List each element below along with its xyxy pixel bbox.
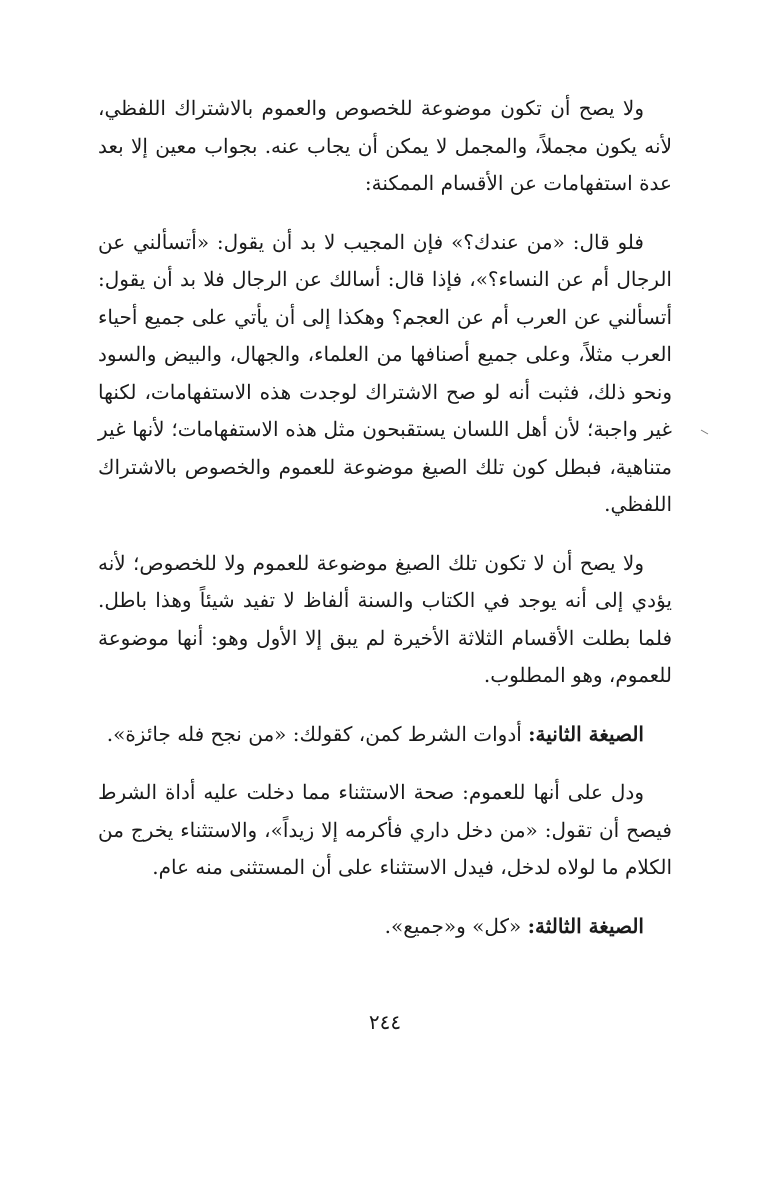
paragraph-2 <box>98 224 672 524</box>
paragraph-text: «كل» و«جميع». <box>384 913 528 938</box>
page-number: ٢٤٤ <box>368 1010 402 1034</box>
paragraph-3 <box>98 545 672 695</box>
paragraph-5 <box>98 774 672 887</box>
margin-tick-mark-icon <box>700 428 710 436</box>
paragraph-text: ودل على أنها للعموم: صحة الاستثناء مما دخلت عليه أداة الشرط فيصح أن تقول: «من دخل داري فأكرمه إلا زيداً»، والاستثناء يخرج من الكلام ما لولاه لدخل، فيدل الاستثناء على أن المستثنى منه عام. <box>98 780 672 879</box>
paragraph-4 <box>98 716 672 754</box>
paragraph-1 <box>98 90 672 203</box>
paragraph-6 <box>98 908 672 946</box>
paragraph-text: ولا يصح أن تكون موضوعة للخصوص والعموم بالاشتراك اللفظي، لأنه يكون مجملاً، والمجمل لا يمكن أن يجاب عنه. بجواب معين إلا بعد عدة استفهامات عن الأقسام الممكنة: <box>98 96 672 195</box>
section-term-second-form: الصيغة الثانية: <box>528 721 644 746</box>
page-body <box>98 90 672 966</box>
paragraph-text: فلو قال: «من عندك؟» فإن المجيب لا بد أن يقول: «أتسألني عن الرجال أم عن النساء؟»، فإذا قال: أسالك عن الرجال فلا بد أن يقول: أتسألني عن العرب أم عن العجم؟ وهكذا إلى أن يأتي على جميع أحياء العرب مثلاً، وعلى جميع أصنافها من العلماء، والجهال، والبيض والسود ونحو ذلك، فثبت أنه لو صح الاشتراك لوجدت هذه الاستفهامات، لكنها غير واجبة؛ لأن أهل اللسان يستقبحون مثل هذه الاستفهامات؛ لأنها غير متناهية، فبطل كون تلك الصيغ موضوعة للعموم والخصوص بالاشتراك اللفظي. <box>98 229 672 516</box>
paragraph-text: أدوات الشرط كمن، كقولك: «من نجح فله جائزة». <box>106 721 529 746</box>
section-term-third-form: الصيغة الثالثة: <box>527 913 644 938</box>
paragraph-text: ولا يصح أن لا تكون تلك الصيغ موضوعة للعموم ولا للخصوص؛ لأنه يؤدي إلى أنه يوجد في الكتاب والسنة ألفاظ لا تفيد شيئاً وهذا باطل. فلما بطلت الأقسام الثلاثة الأخيرة لم يبق إلا الأول وهو: أنها موضوعة للعموم، وهو المطلوب. <box>98 550 672 687</box>
